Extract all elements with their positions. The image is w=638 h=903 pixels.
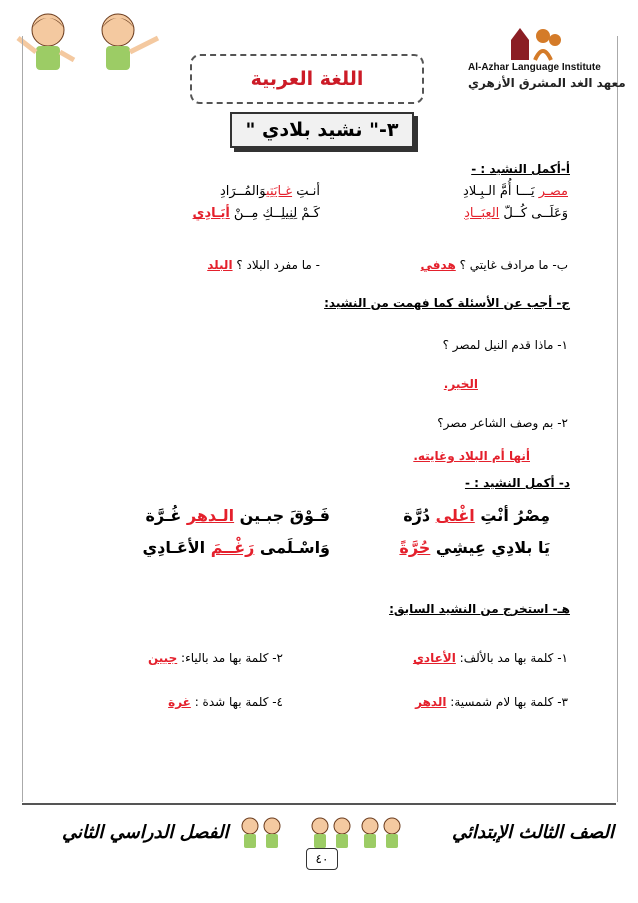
poem-text: أنـتِ — [292, 184, 320, 199]
institute-name-en: Al-Azhar Language Institute — [468, 62, 601, 73]
poem-text: غُـرَّة — [145, 506, 187, 525]
section-b-q2 — [207, 258, 320, 272]
lesson-title: ٣-" نشيد بلادي " — [230, 112, 414, 148]
poem-a-row1-right — [463, 184, 568, 199]
answer-text: أيَـادِي — [192, 206, 230, 221]
section-c-q2: ٢- بم وصف الشاعر مصر؟ — [437, 416, 568, 430]
section-e-q3 — [415, 695, 568, 709]
poem-text: فَـوْقَ جبـين — [234, 506, 330, 525]
section-c-a1: الخير. — [443, 377, 478, 391]
question-text: ١- كلمة بها مد بالألف: — [455, 651, 568, 665]
subject-title: اللغة العربية — [190, 54, 424, 104]
section-e-q2 — [148, 651, 283, 665]
footer-grade: الصف الثالث الإبتدائي — [452, 822, 614, 843]
question-text: - ما مفرد البلاد ؟ — [232, 258, 320, 272]
section-e-q1 — [413, 651, 568, 665]
section-a-title: أ-أكمل النشيد : - — [471, 162, 570, 176]
answer-text: غـايَتِي — [266, 184, 293, 199]
answer-text: البلد — [207, 258, 233, 272]
footer-term: الفصل الدراسي الثاني — [62, 822, 229, 843]
question-text: ٢- كلمة بها مد بالياء: — [177, 651, 283, 665]
answer-text: رَغْــمَ — [210, 538, 255, 557]
children-illustration-icon — [236, 816, 406, 852]
question-text: ٤- كلمة بها شدة : — [190, 695, 283, 709]
section-d-title: د- أكمل النشيد : - — [464, 476, 570, 490]
question-text: ٣- كلمة بها لام شمسية: — [446, 695, 568, 709]
answer-text: اغْلى — [435, 506, 475, 525]
poem-d-row1-left — [145, 506, 330, 525]
answer-text: جبين — [147, 651, 178, 665]
section-e-title: هـ- استخرج من النشيد السابق: — [389, 602, 570, 616]
poem-text: يَـــا أُمَّ الـبِـلادِ — [463, 184, 539, 199]
answer-text: هدفي — [420, 258, 456, 272]
poem-a-row1-left — [220, 184, 320, 199]
poem-text: الأعَـادِي — [142, 538, 211, 557]
poem-d-row2-left — [142, 538, 330, 557]
section-c-q1: ١- ماذا قدم النيل لمصر ؟ — [442, 338, 568, 352]
poem-a-row2-right — [464, 206, 568, 221]
section-e-q4 — [168, 695, 283, 709]
answer-text: حُرَّةً — [399, 538, 431, 557]
poem-text: وَاسْـلَمى — [254, 538, 330, 557]
poem-text: كَـمْ لِنِيلِــكِ مِــنْ — [229, 206, 320, 221]
institute-name-ar: معهد الغد المشرق الأزهري — [468, 76, 626, 90]
answer-text: الدهر — [415, 695, 447, 709]
poem-text: يَا بلادِي عِيشِي — [430, 538, 550, 557]
poem-text: دُرَّة — [403, 506, 436, 525]
answer-text: مصـر — [538, 184, 568, 199]
poem-text: وَالمُــرَادِ — [220, 184, 267, 199]
poem-d-row2-right — [399, 538, 550, 557]
answer-text: العِبَــادِ — [464, 206, 500, 221]
poem-text: مِصْرُ أنْتِ — [474, 506, 550, 525]
footer-divider — [22, 803, 616, 805]
section-c-title: ج- أجب عن الأسئلة كما فهمت من النشيد: — [324, 296, 570, 310]
page-number: ٤٠ — [306, 848, 338, 870]
answer-text: الأعادي — [412, 651, 456, 665]
answer-text: الـدهر — [186, 506, 235, 525]
section-c-a2: أنها أم البلاد وغايته. — [413, 449, 530, 463]
answer-text: غرة — [168, 695, 191, 709]
poem-a-row2-left — [193, 206, 320, 221]
section-b-q1 — [421, 258, 568, 272]
question-text: ب- ما مرادف غايتي ؟ — [455, 258, 568, 272]
poem-d-row1-right — [403, 506, 550, 525]
poem-text: وَعَلَــى كُــلّ — [499, 206, 568, 221]
